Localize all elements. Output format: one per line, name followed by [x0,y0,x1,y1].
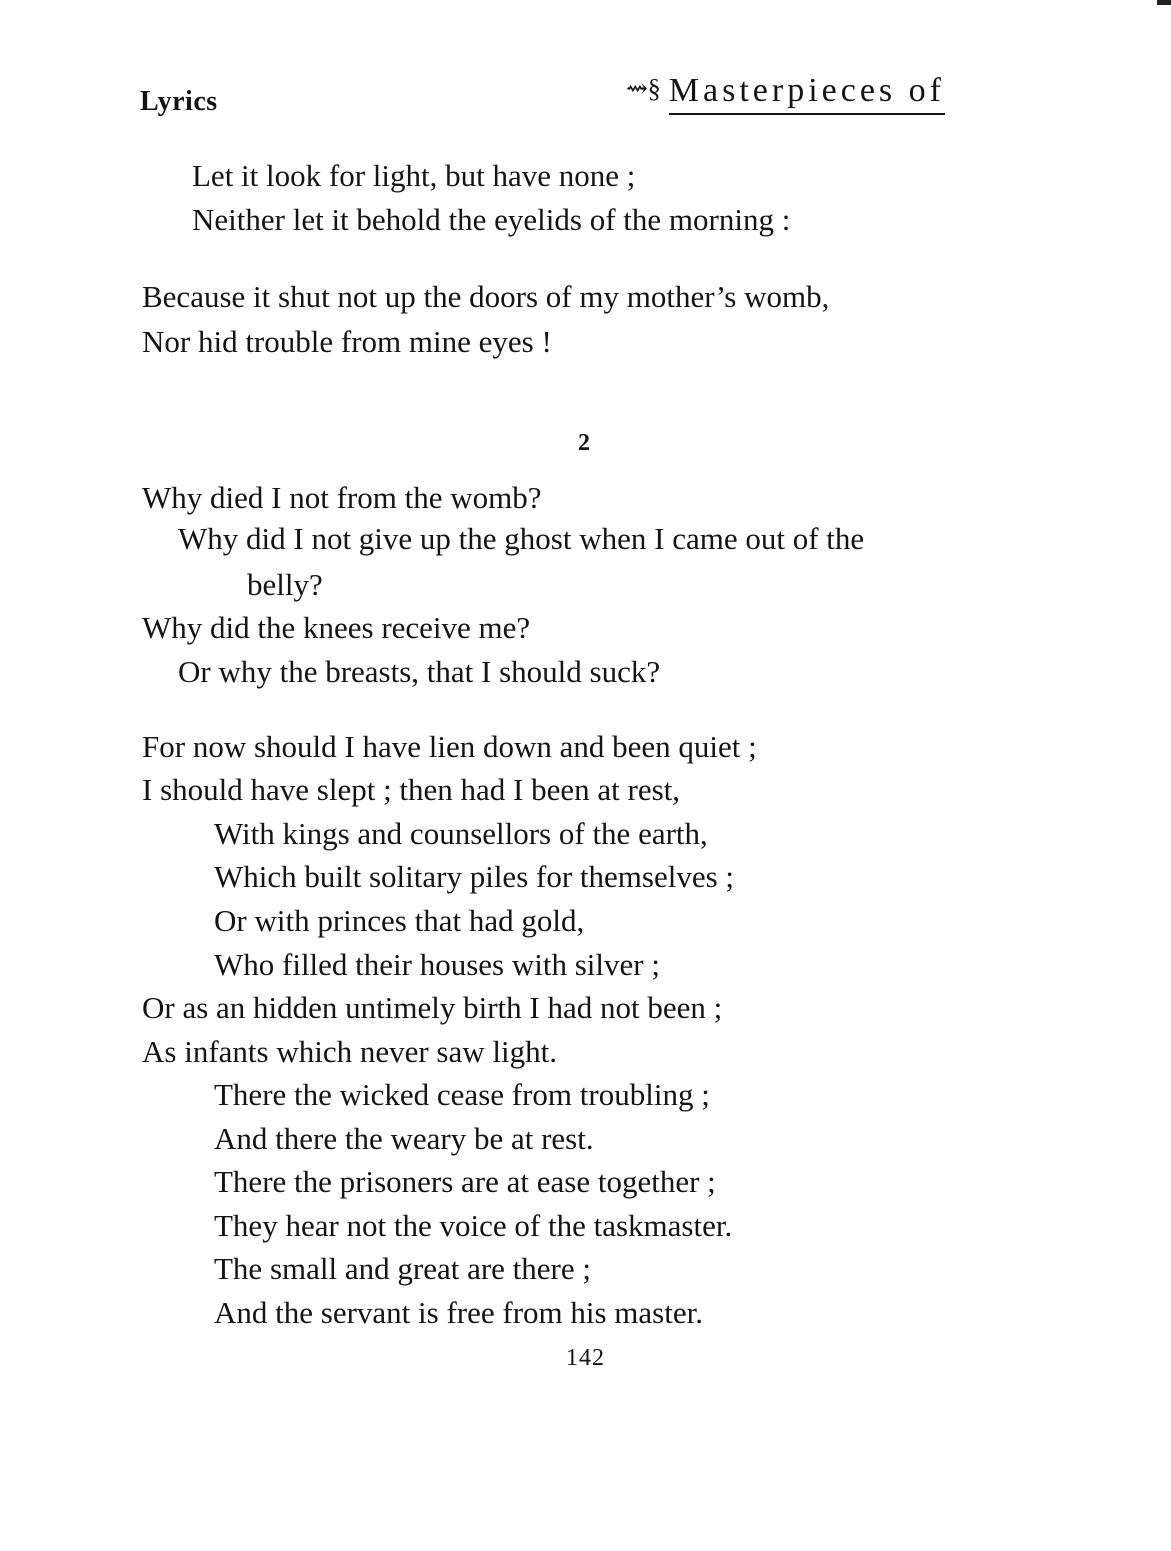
verse-line: Why died I not from the womb? [142,480,542,515]
running-head-right [626,72,945,115]
verse-line: Or with princes that had gold, [214,903,585,938]
verse-line: Neither let it behold the eyelids of the morning : [192,202,791,237]
verse-line: And there the weary be at rest. [214,1121,594,1156]
running-head-title: Masterpieces of [669,72,945,115]
verse-line: Or why the breasts, that I should suck? [178,654,661,689]
verse-line: Or as an hidden untimely birth I had not been ; [142,990,723,1025]
verse-line: With kings and counsellors of the earth, [214,816,708,851]
section-number: 2 [578,430,590,456]
verse-line: And the servant is free from his master. [214,1295,703,1330]
verse-line: Because it shut not up the doors of my mother’s womb, [142,279,830,314]
verse-line: As infants which never saw light. [142,1034,557,1069]
verse-line: They hear not the voice of the taskmaster. [214,1208,733,1243]
verse-line: There the prisoners are at ease together ; [214,1164,716,1199]
verse-line-continuation: belly? [247,567,323,602]
verse-line: Which built solitary piles for themselves ; [214,859,735,894]
verse-line: I should have slept ; then had I been at rest, [142,772,681,807]
verse-line: The small and great are there ; [214,1251,591,1286]
verse-line: Why did the knees receive me? [142,610,531,645]
verse-line: Who filled their houses with silver ; [214,947,660,982]
running-head-left: Lyrics [140,86,218,117]
verse-line: There the wicked cease from troubling ; [214,1077,710,1112]
scan-corner-mark [1157,0,1171,5]
verse-line: For now should I have lien down and been quiet ; [142,729,757,764]
page-number: 142 [566,1345,605,1371]
verse-line: Nor hid trouble from mine eyes ! [142,324,552,359]
arrow-ornament-icon: ⇝§ [626,74,661,103]
verse-line: Let it look for light, but have none ; [192,158,636,193]
verse-line: Why did I not give up the ghost when I came out of the [178,521,865,556]
